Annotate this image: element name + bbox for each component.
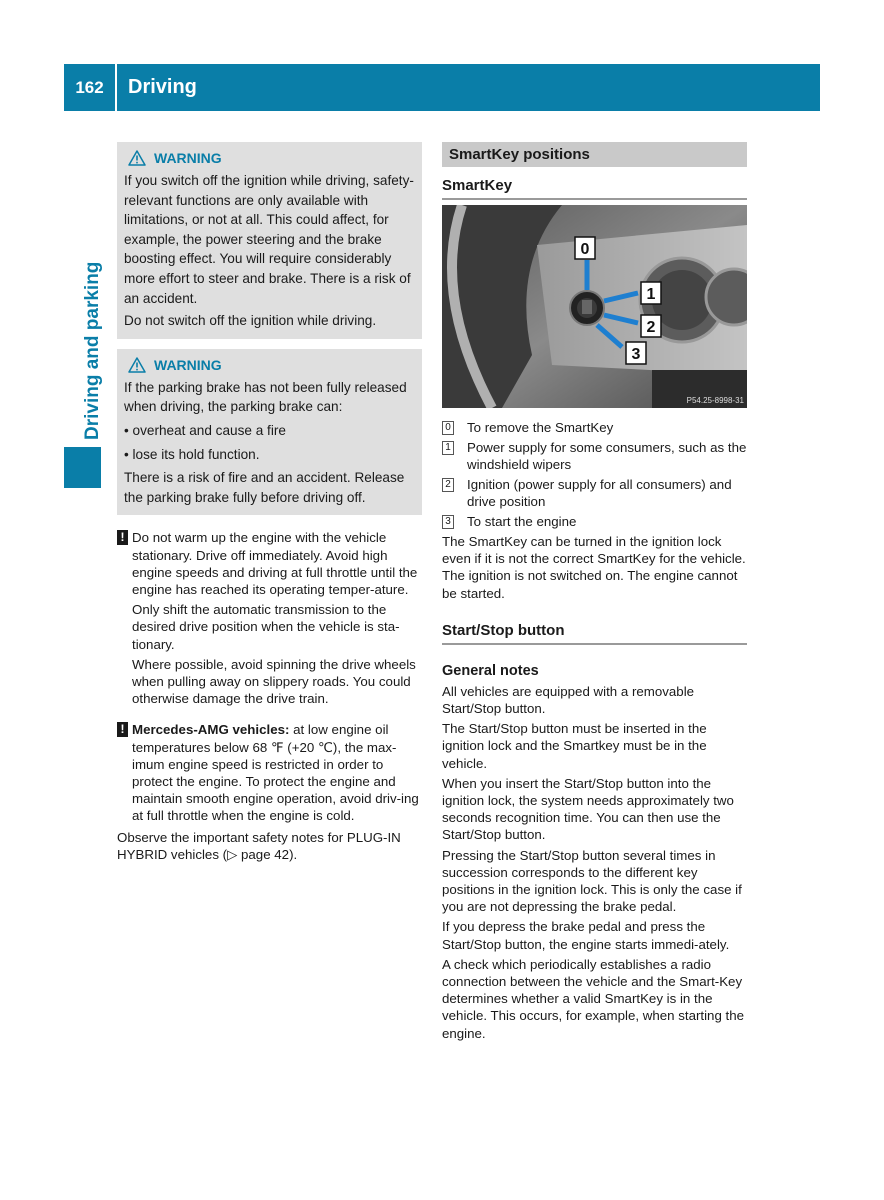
body-paragraph: A check which periodically establishes a radio connection between the vehicle and the Smart-Key determines whether a valid SmartKey is in the vehicle. This occurs, for example, when starting the engine. <box>442 956 745 1041</box>
smartkey-heading: SmartKey <box>442 177 747 200</box>
svg-text:0: 0 <box>580 241 590 258</box>
warning-box-ignition <box>117 142 422 339</box>
body-paragraph: Pressing the Start/Stop button several times in succession corresponds to the different key positions in the ignition lock. This is only the case if you are not depressing the brake pedal. <box>442 847 742 915</box>
legend-text: To start the engine <box>467 514 577 529</box>
general-notes-heading: General notes <box>442 662 539 679</box>
section-title: SmartKey positions <box>442 142 747 167</box>
note-text <box>132 721 422 824</box>
warning-triangle-icon <box>128 357 146 373</box>
exclamation-icon: ! <box>117 722 128 737</box>
body-paragraph: If you depress the brake pedal and press the Start/Stop button, the engine starts immedi-ately. <box>442 919 730 952</box>
warning-text: If you switch off the ignition while driving, safety-relevant functions are only available with limitations, or not at all. This could affect, for example, the power steering and the brake boosting effect. You will require considerably more effort to steer and brake. There is a risk of an accident. <box>124 173 414 306</box>
side-tab-label: Driving and parking <box>82 261 103 440</box>
legend-number: 3 <box>442 515 454 529</box>
body-paragraph: The Start/Stop button must be inserted in the ignition lock and the Smartkey must be in the vehicle. <box>442 721 707 771</box>
warning-text: Do not switch off the ignition while driving. <box>124 313 377 329</box>
list-item <box>442 513 747 530</box>
legend-number: 0 <box>442 421 454 435</box>
note-text: Where possible, avoid spinning the drive wheels when pulling away on slippery roads. You could otherwise damage the drive train. <box>132 656 416 707</box>
list-item <box>442 419 747 436</box>
position-label-2 <box>641 315 661 337</box>
note-amg <box>117 721 422 824</box>
warning-title: WARNING <box>154 356 222 373</box>
position-label-1 <box>641 282 661 304</box>
plugin-hybrid-reference: Observe the important safety notes for PLUG-IN HYBRID vehicles (▷ page 42). <box>117 829 401 862</box>
note-text: Do not warm up the engine with the vehicle stationary. Drive off immediately. Avoid high engine speeds and driving at full throttle until the engine has reached its operating temper-ature. <box>132 530 418 597</box>
legend-text: Ignition (power supply for all consumers) and drive position <box>467 477 732 509</box>
warning-heading <box>128 148 415 168</box>
warning-text: There is a risk of fire and an accident. Release the parking brake fully before driving off. <box>124 470 405 505</box>
smartkey-paragraph: The SmartKey can be turned in the ignition lock even if it is not the correct SmartKey for the vehicle. The ignition is not switched on. The engine cannot be started. <box>442 534 746 601</box>
exclamation-icon: ! <box>117 530 128 545</box>
smartkey-legend <box>442 419 747 530</box>
legend-text: To remove the SmartKey <box>467 420 614 435</box>
chapter-title: Driving <box>128 76 197 98</box>
position-label-3 <box>626 342 646 364</box>
warning-bullet-list <box>124 421 415 464</box>
note-bold-lead: Mercedes-AMG vehicles: <box>132 722 290 738</box>
warning-box-parking-brake <box>117 349 422 516</box>
warning-text: If the parking brake has not been fully released when driving, the parking brake can: <box>124 379 407 415</box>
legend-text: Power supply for some consumers, such as the windshield wipers <box>467 440 747 472</box>
note-engine-warmup <box>117 529 422 707</box>
legend-number: 2 <box>442 478 454 492</box>
body-paragraph: When you insert the Start/Stop button into the ignition lock, the system needs approximately two seconds recognition time. You can then use the Start/Stop button. <box>442 775 734 843</box>
warning-heading <box>128 355 415 375</box>
list-item <box>442 476 747 510</box>
header-divider <box>115 64 117 111</box>
body-paragraph: All vehicles are equipped with a removable Start/Stop button. <box>442 683 695 717</box>
right-column <box>442 142 747 1045</box>
page-header <box>64 64 820 111</box>
start-stop-heading: Start/Stop button <box>442 622 747 645</box>
list-item: • overheat and cause a fire <box>124 422 286 438</box>
svg-text:3: 3 <box>631 346 641 363</box>
position-label-0 <box>575 237 595 259</box>
warning-triangle-icon <box>128 150 146 166</box>
svg-text:1: 1 <box>646 286 656 303</box>
side-tab-marker <box>64 447 101 488</box>
left-column <box>117 142 422 863</box>
note-text: Only shift the automatic transmission to the desired drive position when the vehicle is sta-tionary. <box>132 602 400 652</box>
note-body: at low engine oil temperatures below 68 ℉ (+20 ℃), the max-imum engine speed is restricted in order to protect the engine. To protect the engine and maintain smooth engine operation, avoid driv-ing at full throttle when the engine is cold. <box>132 722 419 824</box>
legend-number: 1 <box>442 441 454 455</box>
list-item: • lose its hold function. <box>124 446 260 462</box>
warning-title: WARNING <box>154 150 222 166</box>
page-number: 162 <box>75 78 104 97</box>
svg-text:2: 2 <box>646 319 656 336</box>
figure-code: P54.25-8998-31 <box>686 396 744 405</box>
ignition-lock-illustration <box>442 205 747 408</box>
list-item <box>442 439 747 473</box>
